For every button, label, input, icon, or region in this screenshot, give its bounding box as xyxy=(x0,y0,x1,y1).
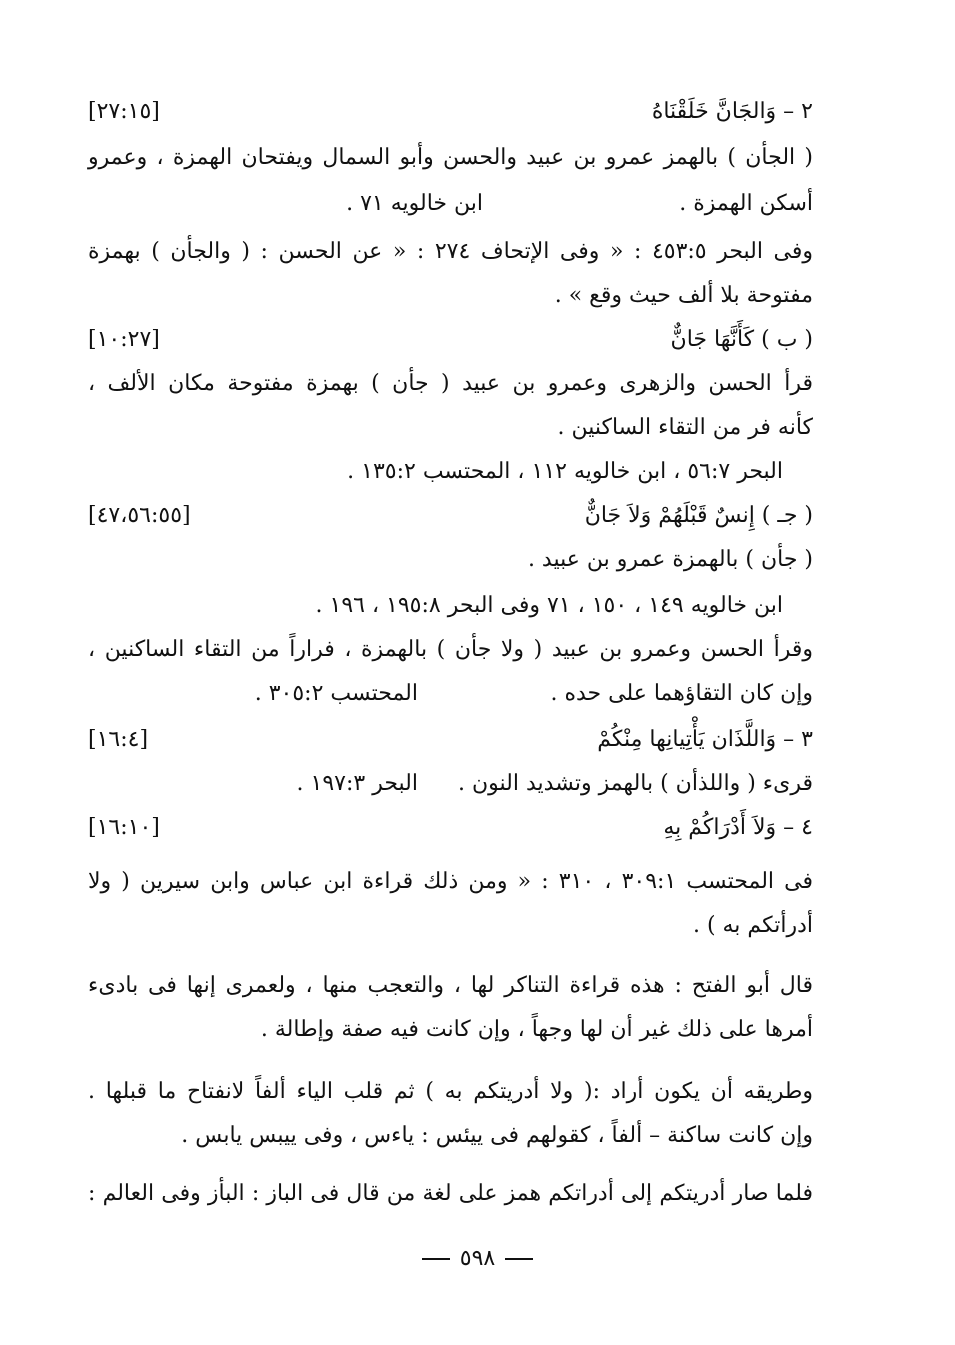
citation: ابن خالويه ٧١ . xyxy=(346,191,483,216)
text-line xyxy=(88,540,813,580)
text-line xyxy=(88,408,813,448)
page-number-dash xyxy=(422,1258,450,1260)
text-line xyxy=(88,184,813,224)
text-line: ( الجأن ) بالهمز عمرو بن عبيد والحسن وأبو السمال ويفتحان الهمزة ، وعمرو xyxy=(88,145,813,170)
text-line: فى المحتسب ٣٠٩:١ ، ٣١٠ : « ومن ذلك قراءة ابن عباس وابن سيرين ( ولا xyxy=(88,869,813,894)
line-text: قرىء ( واللذأن ) بالهمز وتشديد النون . xyxy=(458,771,813,796)
page-number xyxy=(0,1246,955,1271)
text-line xyxy=(88,452,813,492)
verse-reference: [١٦:٤] xyxy=(88,727,149,752)
text-line: قال أبو الفتح : هذه قراءة التناكر لها ، والتعجب منها ، ولعمرى إنها فى بادىء xyxy=(88,973,813,998)
line-text: كأنه فر من التقاء الساكنين . xyxy=(557,415,813,440)
text-line: قرأ الحسن والزهرى وعمرو بن عبيد ( جأن ) بهمزة مفتوحة مكان الألف ، xyxy=(88,371,813,396)
verse-text: ٤ – وَلاَ أَدْرَاكُمْ بِهِ xyxy=(663,815,813,840)
page-number-dash xyxy=(505,1258,533,1260)
text-line: فلما صار أدريتكم إلى أدراتكم همز على لغة من قال فى الباز : البأز وفى العالم : xyxy=(88,1181,813,1206)
verse-text: ( جـ ) إِنسٌ قَبْلَهُمْ وَلاَ جَانٌّ xyxy=(584,503,813,528)
text-line xyxy=(88,1116,813,1156)
line-text: ( جأن ) بالهمزة عمرو بن عبيد . xyxy=(527,547,813,572)
text-line xyxy=(88,320,813,360)
text-line: وقرأ الحسن وعمرو بن عبيد ( ولا جأن ) بالهمزة ، فراراً من التقاء الساكنين ، xyxy=(88,637,813,662)
page-number-text: ٥٩٨ xyxy=(459,1246,496,1271)
citation: المحتسب ٣٠٥:٢ . xyxy=(254,681,418,706)
text-line xyxy=(88,496,813,536)
text-line xyxy=(88,906,813,946)
verse-reference: [٢٧:١٥] xyxy=(88,99,160,124)
verse-text: ٢ – وَالجَانَّ خَلَقْنَاهُ xyxy=(651,99,813,124)
citation: البحر ١٩٧:٣ . xyxy=(296,771,418,796)
line-text: وإن كانت ساكنة – ألفاً ، كقولهم فى ييئس : ياءس ، وفى ييبس يابس . xyxy=(181,1123,813,1148)
verse-reference: [١٦:١٠] xyxy=(88,815,160,840)
line-text: أدرأتكم به ) . xyxy=(692,913,813,938)
verse-reference: [٤٧،٥٦:٥٥] xyxy=(88,503,191,528)
verse-text: ٣ – وَاللَّذَان يَأْتِيانِها مِنْكُمْ xyxy=(597,727,813,752)
verse-text: ( ب ) كَأَنَّهَا جَانٌّ xyxy=(670,327,813,352)
line-text: أسكن الهمزة . xyxy=(679,191,813,216)
text-line xyxy=(88,1010,813,1050)
line-text: أمرها على ذلك غير أن لها وجهاً ، وإن كانت فيه صفة وإطالة . xyxy=(260,1017,813,1042)
text-line xyxy=(88,674,813,714)
citation: البحر ٥٦:٧ ، ابن خالويه ١١٢ ، المحتسب ١٣٥:٢ . xyxy=(347,459,783,484)
citation: ابن خالويه ١٤٩ ، ١٥٠ ، ٧١ وفى البحر ١٩٥:٨ ، ١٩٦ . xyxy=(315,593,783,618)
line-text: مفتوحة بلا ألف حيث وقع » . xyxy=(554,283,813,308)
line-text: وإن كان التقاؤهما على حده . xyxy=(550,681,813,706)
text-line xyxy=(88,720,813,760)
text-line xyxy=(88,92,813,132)
text-line xyxy=(88,586,813,626)
text-line: وطريقه أن يكون أراد :( ولا أدريتكم به ) ثم قلب الياء ألفاً لانفتاح ما قبلها . xyxy=(88,1079,813,1104)
text-line xyxy=(88,276,813,316)
text-line xyxy=(88,808,813,848)
verse-reference: [١٠:٢٧] xyxy=(88,327,160,352)
text-line xyxy=(88,764,813,804)
text-line: وفى البحر ٤٥٣:٥ : « وفى الإتحاف ٢٧٤ : « عن الحسن : ( والجأن ) بهمزة xyxy=(88,239,814,264)
